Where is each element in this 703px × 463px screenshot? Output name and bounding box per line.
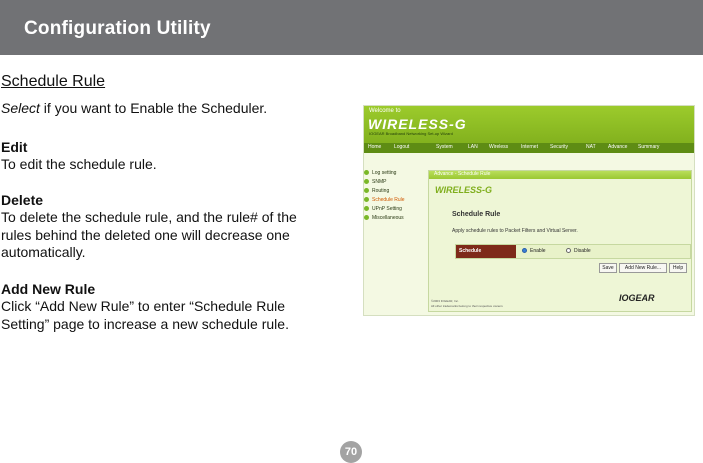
sidebar-item-routing[interactable]: Routing	[364, 188, 389, 194]
nav-advance[interactable]: Advance	[608, 144, 628, 150]
select-word: Select	[1, 100, 40, 116]
nav-wireless[interactable]: Wireless	[489, 144, 509, 150]
disable-radio[interactable]: Disable	[566, 248, 591, 254]
screenshot-banner	[364, 106, 694, 148]
edit-heading: Edit	[1, 139, 28, 155]
header-bar	[0, 0, 703, 55]
bullet-icon	[364, 179, 369, 184]
sidebar-item-log-setting[interactable]: Log setting	[364, 170, 396, 176]
schedule-row	[455, 244, 691, 259]
delete-text: To delete the schedule rule, and the rule# of the rules behind the deleted one will decrease one automatically.	[1, 209, 297, 260]
panel-title-bar	[429, 171, 691, 179]
screenshot-nav	[364, 143, 694, 153]
bullet-icon	[364, 188, 369, 193]
panel-title: Advance - Schedule Rule	[434, 171, 491, 177]
sidebar-item-schedule-rule[interactable]: Schedule Rule	[364, 197, 405, 203]
nav-summary[interactable]: Summary	[638, 144, 660, 150]
header-title: Configuration Utility	[24, 18, 211, 39]
nav-security[interactable]: Security	[550, 144, 569, 150]
add-new-rule-heading: Add New Rule	[1, 281, 96, 297]
panel-trademark: All other trademarks belong to their respective owners	[431, 304, 503, 308]
edit-text: To edit the schedule rule.	[1, 156, 157, 172]
screenshot-subtitle: IOGEAR Broadband Networking Set-up Wizard	[369, 131, 453, 136]
enable-radio[interactable]: Enable	[522, 248, 546, 254]
bullet-icon	[364, 215, 369, 220]
radio-selected-icon	[522, 248, 527, 253]
select-text: if you want to Enable the Scheduler.	[39, 100, 268, 116]
sidebar-item-upnp-setting[interactable]: UPnP Setting	[364, 206, 402, 212]
nav-internet[interactable]: Internet	[521, 144, 538, 150]
bullet-icon	[364, 197, 369, 202]
nav-lan[interactable]: LAN	[468, 144, 478, 150]
page-number: 70	[340, 441, 362, 463]
nav-logout[interactable]: Logout	[394, 144, 410, 150]
bullet-icon	[364, 170, 369, 175]
schedule-panel	[428, 170, 692, 312]
save-button[interactable]: Save	[599, 263, 617, 273]
bullet-icon	[364, 206, 369, 211]
delete-heading: Delete	[1, 192, 44, 208]
screenshot-logo: WIRELESS-G	[368, 116, 467, 132]
help-button[interactable]: Help	[669, 263, 687, 273]
nav-home[interactable]: Home	[368, 144, 382, 150]
screenshot-welcome: Welcome to	[369, 108, 401, 114]
panel-logo: WIRELESS-G	[435, 185, 493, 195]
sidebar-item-miscellaneous[interactable]: Miscellaneous	[364, 215, 404, 221]
iogear-logo: IOGEAR	[619, 293, 655, 303]
nav-system[interactable]: System	[436, 144, 453, 150]
nav-nat[interactable]: NAT	[586, 144, 596, 150]
add-new-rule-text: Click “Add New Rule” to enter “Schedule Rule Setting” page to increase a new schedule rule.	[1, 298, 289, 332]
panel-heading: Schedule Rule	[452, 211, 501, 218]
select-paragraph	[1, 100, 321, 118]
schedule-label: Schedule	[456, 245, 516, 258]
panel-description: Apply schedule rules to Packet Filters and Virtual Server.	[452, 228, 578, 234]
panel-copyright: ©2003 IOGEAR, Inc.	[431, 299, 459, 303]
sidebar-item-snmp[interactable]: SNMP	[364, 179, 386, 185]
radio-unselected-icon	[566, 248, 571, 253]
router-screenshot	[363, 105, 695, 316]
add-new-rule-button[interactable]: Add New Rule...	[619, 263, 667, 273]
section-title: Schedule Rule	[1, 73, 106, 90]
